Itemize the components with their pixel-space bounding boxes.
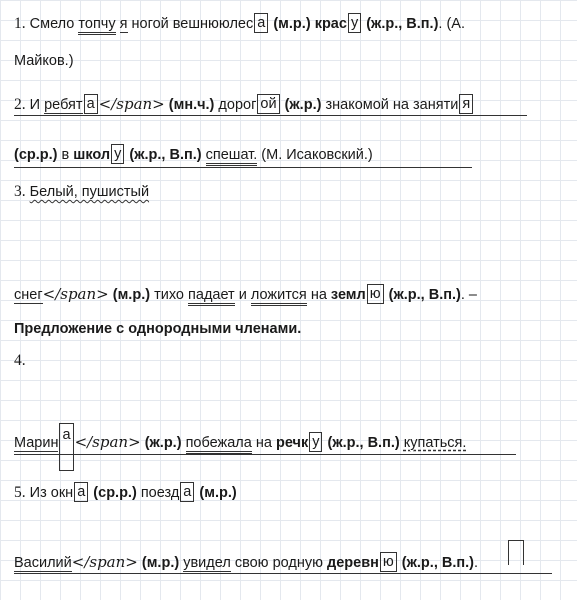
text: Из [29, 485, 47, 501]
sentence-number: 3. [14, 183, 26, 200]
ending-box: а [74, 482, 88, 502]
text: . (А. [438, 16, 466, 32]
ending-box: у [348, 13, 361, 33]
ending-box: ой [257, 94, 279, 114]
underline-rule [14, 115, 527, 116]
ending-box: я [459, 94, 473, 114]
grammar-note: (ж.р., В.п.) [129, 147, 202, 163]
span-tag: </span> [42, 285, 109, 303]
sentence-3-line-2 [14, 282, 477, 306]
grammar-note: (ср.р.) [14, 147, 58, 163]
ending-box: а [84, 94, 98, 114]
subject: снег [14, 287, 43, 303]
grammar-note: (ж.р.) [284, 97, 322, 113]
text: Смело [29, 16, 75, 32]
predicate: топчу [78, 16, 115, 35]
word-stem: ребят [44, 97, 83, 113]
text: ногой вешнюю [131, 16, 230, 32]
ending-box: у [111, 144, 124, 164]
predicate: спешат. [206, 147, 258, 166]
text: . [474, 555, 479, 571]
grammar-note: (ж.р., В.п.) [366, 16, 439, 32]
sentence-2-line-1 [14, 92, 474, 116]
sentence-1-line-1 [14, 12, 465, 36]
empty-box [508, 540, 524, 565]
sentence-4-line-2 [14, 427, 467, 454]
ending-box: ю [367, 284, 384, 304]
sentence-number: 2. [14, 96, 26, 113]
sentence-3-line-1 [14, 180, 149, 204]
predicate: побежала [186, 435, 252, 454]
sentence-5-line-1 [14, 481, 237, 505]
grammar-note: (м.р.) [199, 485, 237, 501]
underline-rule [14, 167, 472, 168]
conclusion: Предложение с однородными членами. [14, 321, 302, 337]
sentence-number: 1. [14, 15, 26, 32]
word-stem: дорог [218, 97, 257, 113]
grammar-note: (ж.р.) [144, 435, 182, 451]
text: и [238, 287, 247, 303]
sentence-number: 4. [14, 352, 26, 369]
word-stem: земл [330, 287, 366, 303]
grammar-note: (ж.р., В.п.) [388, 287, 461, 303]
text: И [29, 97, 41, 113]
word-stem: деревн [327, 555, 379, 571]
word-stem: речк [275, 435, 309, 451]
grammar-note: (м.р.) [273, 16, 311, 32]
predicate: ложится [251, 287, 307, 306]
sentence-5-line-2 [14, 550, 478, 574]
grammar-note: (мн.ч.) [168, 97, 215, 113]
word-stem: лес [229, 16, 254, 32]
word-stem: школ [73, 147, 111, 163]
span-tag: </span> [74, 433, 141, 451]
ending-box: а [59, 423, 73, 471]
grammar-note: (ж.р., В.п.) [327, 435, 400, 451]
author: (М. Исаковский.) [261, 147, 373, 163]
ending-box: ю [380, 552, 397, 572]
author: Майков.) [14, 53, 74, 69]
sentence-1-line-2 [14, 49, 74, 73]
ending-box: а [254, 13, 268, 33]
underline-rule [14, 454, 516, 455]
text: знакомой на [325, 97, 409, 113]
infinitive: купаться. [403, 435, 467, 451]
text: тихо [154, 287, 184, 303]
grammar-note: (ж.р., В.п.) [401, 555, 474, 571]
predicate: увидел [183, 555, 231, 574]
word-stem: заняти [413, 97, 459, 113]
predicate: падает [188, 287, 235, 306]
word-stem: окн [50, 485, 74, 501]
sentence-2-line-2 [14, 143, 373, 167]
sentence-number: 5. [14, 484, 26, 501]
text: на [255, 435, 272, 451]
word-stem: крас [314, 16, 347, 32]
ending-box: а [180, 482, 194, 502]
text: на [310, 287, 327, 303]
span-tag: </span> [71, 553, 138, 571]
subject: Василий [14, 555, 72, 571]
span-tag: </span> [98, 95, 165, 113]
text: . – [460, 287, 477, 303]
underline-rule [14, 573, 552, 574]
sentence-3-line-3 [14, 317, 301, 341]
ending-box: у [309, 432, 322, 452]
grammar-note: (ср.р.) [93, 485, 137, 501]
subject: я [119, 16, 128, 32]
subject: Марин [14, 435, 59, 451]
grammar-note: (м.р.) [141, 555, 180, 571]
text: свою родную [234, 555, 323, 571]
sentence-4-line-1 [14, 349, 26, 373]
text: в [61, 147, 70, 163]
attributes: Белый, пушистый [29, 184, 150, 200]
word-stem: поезд [140, 485, 180, 501]
grammar-note: (м.р.) [112, 287, 151, 303]
